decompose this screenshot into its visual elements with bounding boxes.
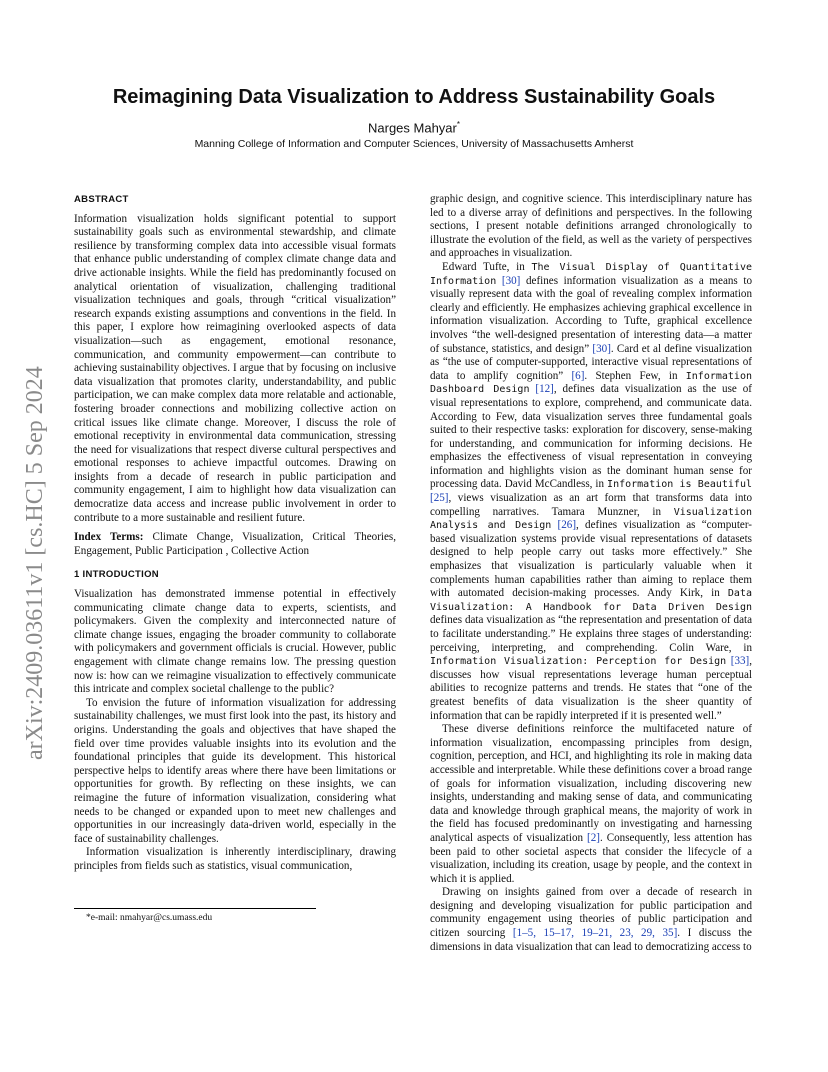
text-run: . Consequently, less attention has been paid to other societal aspects that consider the lifecycle of a visualization, including its creation, usage by people, and the context in which it is applied. [430, 831, 752, 885]
text-run: , discusses how visual representations leverage human perceptual abilities to recognize patterns and trends. He states that “one of the greatest benefits of data visualization is the sheer quantity of information that can be rapidly interpreted if it is presented well.” [430, 655, 753, 722]
intro-paragraph-1: Visualization has demonstrated immense potential in effectively communicating climate change data to experts, scientists, and policymakers. Given the complexity and interconnected nature of climate change issues, engaging the broader community to collaborate with policymakers and government officials is crucial. However, public engagement with climate change remains low. The pressing question now is: how can we reimagine visualization to effectively communicate this intricate and complex societal challenge to the public? [74, 588, 396, 696]
abstract-heading: ABSTRACT [74, 194, 129, 205]
intro-heading: 1 INTRODUCTION [74, 569, 159, 581]
author-footnote-mark: * [456, 120, 460, 129]
text-run: defines information visualization as a means to visually represent data with the goal of revealing complex information clearly and efficiently. He emphasizes achieving graphical excellence in information visualization. According to Tufte, graphical excellence involves “the well-designed presentation of interesting data—a matter of substance, statistics, and design” [430, 274, 752, 355]
text-run: , defines visualization as “computer-based visualization systems provide visual representations of datasets designed to help people carry out tasks more effectively.” She emphasizes that visualization is particularly valuable when it complements human capabilities rather than aiming to replace them with automated decision-making processes. Andy Kirk, in [430, 519, 752, 600]
text-run: Edward Tufte, in [442, 260, 532, 273]
footnote-rule [74, 908, 316, 909]
right-paragraph-3 [430, 723, 752, 886]
text-run: . Card et al define visualization as “the use of computer-supported, interactive visual representations of data to amplify cognition” [430, 342, 753, 382]
book-title: The Visual Display of Quantitative Information [430, 261, 753, 287]
citation-link[interactable]: [25] [430, 492, 449, 505]
citation-link[interactable]: [6] [571, 369, 585, 382]
text-run: . Stephen Few, in [584, 369, 686, 382]
right-paragraph-2 [430, 261, 752, 723]
text-run: , defines data visualization as the use of visual representations to explore, comprehend, and communicate data. According to Few, data visualization serves three fundamental goals suited to their respective tasks: exploration for discovery, sense-making for understanding, and communication for informing decisions. He emphasizes the effectiveness of visual representation in conveying information and highlights vision as the dominant human sense for processing data. David McCandless, in [430, 383, 752, 491]
text-run: Drawing on insights gained from over a decade of research in designing and developing visualization for public participation and community engagement using theories of public participation and citizen sourcing [430, 886, 752, 940]
citation-link[interactable]: [12] [535, 383, 554, 396]
book-title: Data Visualization: A Handbook for Data Driven Design [430, 588, 752, 613]
intro-paragraph-3: Information visualization is inherently interdisciplinary, drawing principles from fields such as statistics, visual communication, [74, 846, 396, 872]
abstract-text: Information visualization holds significant potential to support sustainability goals such as environmental stewardship, and climate resilience by transforming complex data into accessible visual formats that enhance public understanding of complex climate change data and drive actionable insights. While the field has predominantly focused on analytical orientation of visualization, challenging traditional visualization techniques and goals, through “critical visualization” research expands existing assumptions and conventions in the field. In this paper, I explore how reimagining overlooked aspects of data visualization—such as engagement, emotional resonance, communication, and community empowerment—can contribute to achieving sustainability objectives. I argue that by focusing on inclusive data visualization that promotes clarity, understandability, and public participation, we can make complex data more relatable and actionable, fostering broader connections and mobilizing collective action on critical issues like climate change. Moreover, I discuss the role of emotional receptivity in environmental data communication, stressing the need for visualizations that respect diverse cultural perspectives and emotional responses to achieve impactful outcomes. Drawing on insights from a decade of research in public participation and community engagement, I aim to highlight how data visualization can democratize data access and increase public involvement in order to contribute to a more sustainable and resilient future. [74, 212, 396, 524]
left-column [74, 193, 396, 874]
affiliation: Manning College of Information and Computer Sciences, University of Massachusetts Amherst [194, 138, 634, 150]
index-terms [74, 531, 396, 558]
text-run: These diverse definitions reinforce the multifaceted nature of information visualization, encompassing principles from design, cognition, perception, and HCI, and highlighting its role in making data accessible and interpretable. While these definitions cover a broad range of goals for information visualization, including discovering new insights, understanding and making sense of data, and communicating data and knowledge through graphical means, the majority of work in the field has focused predominantly on investigating and harnessing analytical aspects of visualization [430, 723, 752, 844]
text-run: defines data visualization as “the representation and presentation of data to facilitate understanding.” He explains three stages of understanding: perceiving, interpreting, and comprehending. Colin Ware, in [430, 614, 752, 654]
index-terms-text: Climate Change, Visualization, Critical Theories, Engagement, Public Participation , Collective Action [74, 531, 396, 557]
book-title: Information Dashboard Design [430, 370, 752, 396]
citation-link[interactable]: [2] [587, 831, 600, 844]
book-title: Visualization Analysis and Design [430, 506, 752, 532]
arxiv-stamp [12, 260, 52, 760]
citation-link[interactable]: [33] [730, 655, 750, 668]
citation-link[interactable]: [30] [501, 274, 521, 287]
footnote: *e-mail: nmahyar@cs.umass.edu [86, 913, 213, 923]
author-name: Narges Mahyar [368, 120, 457, 136]
paper-title: Reimagining Data Visualization to Address Sustainability Goals [112, 86, 716, 108]
citation-link[interactable]: [26] [557, 519, 577, 532]
right-paragraph-1: graphic design, and cognitive science. This interdisciplinary nature has led to a diverse array of definitions and perspectives. In the following sections, I present notable definitions arranged chronologically to illustrate the evolution of the field, as well as the variety of perspectives and approaches in visualization. [430, 193, 752, 260]
text-run: . I discuss the dimensions in data visualization that can lead to democratizing access to [430, 927, 752, 953]
citation-link[interactable]: [1–5, 15–17, 19–21, 23, 29, 35] [512, 927, 678, 940]
citation-link[interactable]: [30] [592, 342, 611, 355]
index-terms-label: Index Terms: [74, 531, 144, 544]
right-paragraph-4 [430, 886, 752, 954]
arxiv-stamp-text: arXiv:2409.03611v1 [cs.HC] 5 Sep 2024 [22, 366, 48, 760]
book-title: Information is Beautiful [607, 479, 752, 491]
author-line [0, 120, 828, 135]
text-run: , views visualization as an art form that transforms data into compelling narratives. Tamara Munzner, in [430, 492, 752, 518]
book-title: Information Visualization: Perception for Design [430, 656, 727, 668]
intro-paragraph-2: To envision the future of information visualization for addressing sustainability challenges, we must first look into the past, its history and origins. Understanding the goals and objectives that have shaped the field over time provides valuable insights into its evolution and the foundational principles that guide its development. This historical perspective helps to identify areas where there have been limitations or opportunities for growth. By reflecting on these insights, we can reimagine the future of information visualization, considering what needs to be changed or expanded upon to meet new challenges and opportunities in our increasingly data-driven world, especially in the face of sustainability challenges. [74, 696, 396, 845]
right-column [430, 193, 752, 954]
